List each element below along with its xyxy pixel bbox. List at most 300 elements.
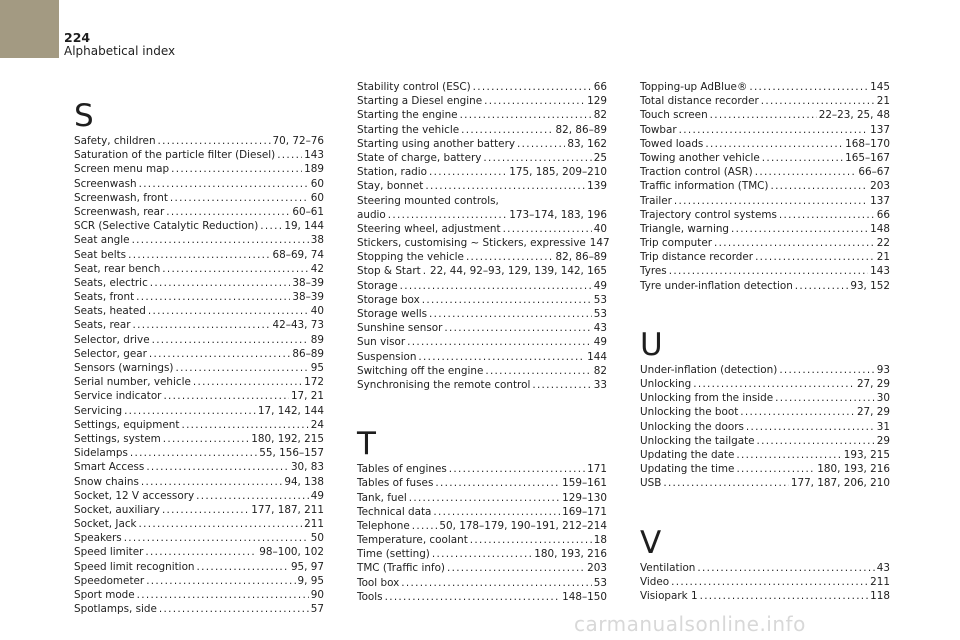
entry-term: Sidelamps xyxy=(74,447,128,460)
entry-pages: 147 xyxy=(589,237,610,250)
dot-leader xyxy=(762,151,843,165)
entry-term: Unlocking the tailgate xyxy=(640,434,755,447)
entry-pages: 24 xyxy=(310,418,324,431)
dot-leader xyxy=(755,165,857,179)
dot-leader xyxy=(775,391,875,405)
index-entry[interactable] xyxy=(357,335,607,349)
dot-leader xyxy=(461,123,553,137)
dot-leader xyxy=(444,321,591,335)
entry-pages: 60 xyxy=(310,177,324,190)
index-entry[interactable] xyxy=(74,588,324,602)
index-entry[interactable] xyxy=(74,574,324,588)
entry-pages: 22 xyxy=(876,237,890,250)
entry-term: Serial number, vehicle xyxy=(74,376,191,389)
dot-leader xyxy=(158,134,271,148)
index-entry[interactable] xyxy=(640,279,890,293)
page-title: Alphabetical index xyxy=(64,44,176,58)
index-entry[interactable] xyxy=(357,94,607,108)
entry-pages: 40 xyxy=(593,222,607,235)
index-entry[interactable] xyxy=(74,304,324,318)
index-entry[interactable] xyxy=(74,205,324,219)
index-entry[interactable] xyxy=(357,293,607,307)
entry-pages: 68–69, 74 xyxy=(272,248,324,261)
index-entry[interactable] xyxy=(357,236,610,250)
index-entry[interactable] xyxy=(74,418,324,432)
index-entry[interactable] xyxy=(357,108,607,122)
entry-pages: 82, 86–89 xyxy=(555,123,607,136)
index-entry[interactable] xyxy=(74,248,324,262)
entry-term: Sensors (warnings) xyxy=(74,362,174,374)
index-entry[interactable] xyxy=(640,165,890,179)
entry-term: Tool box xyxy=(357,576,400,589)
index-entry[interactable] xyxy=(74,460,324,474)
entry-term: TMC (Traffic info) xyxy=(357,562,445,575)
dot-leader xyxy=(746,420,875,434)
dot-leader xyxy=(447,561,585,575)
index-entry[interactable] xyxy=(640,391,890,405)
dot-leader xyxy=(128,248,270,262)
entry-pages: 53 xyxy=(593,308,607,320)
entry-pages: 82 xyxy=(593,364,607,377)
dot-leader xyxy=(163,389,288,403)
entry-term: Seat angle xyxy=(74,234,130,247)
dot-leader xyxy=(139,517,303,531)
section-gap xyxy=(640,491,890,513)
dot-leader xyxy=(674,194,868,208)
index-entry[interactable] xyxy=(357,491,607,505)
index-entry[interactable] xyxy=(640,80,890,94)
entry-pages: 159–161 xyxy=(562,477,607,490)
index-entry[interactable] xyxy=(357,151,607,165)
entry-term: Sunshine sensor xyxy=(357,322,443,335)
dot-leader xyxy=(388,208,507,222)
index-entry[interactable] xyxy=(74,162,324,176)
entry-pages: 148 xyxy=(870,222,890,235)
dot-leader xyxy=(150,276,291,290)
entry-term: Snow chains xyxy=(74,475,139,488)
entry-pages: 60 xyxy=(310,191,324,204)
dot-leader xyxy=(679,123,868,137)
entry-term: Trajectory control systems xyxy=(640,208,777,221)
index-entry[interactable] xyxy=(640,589,890,603)
entry-pages: 25 xyxy=(593,151,607,164)
index-entry[interactable] xyxy=(357,350,607,364)
index-entry[interactable] xyxy=(74,503,324,517)
dot-leader xyxy=(714,236,875,250)
index-entry[interactable] xyxy=(640,151,890,165)
entry-term: Servicing xyxy=(74,404,123,417)
watermark: carmanualsonline.info xyxy=(574,612,806,636)
index-entry[interactable] xyxy=(74,177,324,191)
entry-term: Ventilation xyxy=(640,561,696,574)
entry-term: Storage wells xyxy=(357,308,428,320)
dot-leader xyxy=(770,179,868,193)
index-entry[interactable] xyxy=(357,179,607,193)
entry-pages: 30 xyxy=(876,392,890,405)
index-entry[interactable] xyxy=(640,420,890,434)
entry-pages: 53 xyxy=(593,293,607,306)
entry-pages: 171 xyxy=(587,463,607,476)
dot-leader xyxy=(137,588,309,602)
dot-leader xyxy=(149,347,290,361)
index-entry[interactable] xyxy=(74,333,324,347)
entry-pages: 193, 215 xyxy=(843,448,890,461)
entry-pages: 165–167 xyxy=(845,151,890,164)
entry-pages: 22–23, 25, 48 xyxy=(818,109,890,122)
entry-term: Speedometer xyxy=(74,574,145,587)
index-entry[interactable] xyxy=(74,262,324,276)
dot-leader xyxy=(400,279,592,293)
entry-term: USB xyxy=(640,477,662,490)
entry-term: Storage xyxy=(357,279,398,292)
entry-term: Unlocking xyxy=(640,378,692,390)
entry-pages: 50, 178–179, 190–191, 212–214 xyxy=(439,519,607,532)
index-entry[interactable] xyxy=(640,462,890,476)
index-entry[interactable] xyxy=(640,179,890,193)
entry-pages: 95, 97 xyxy=(290,560,324,573)
dot-leader xyxy=(133,318,271,332)
entry-pages: 175, 185, 209–210 xyxy=(509,166,607,179)
index-entry[interactable] xyxy=(357,364,607,378)
entry-term: Seats, electric xyxy=(74,276,148,289)
dot-leader xyxy=(412,519,438,533)
entry-pages: 17, 21 xyxy=(290,390,324,403)
index-entry[interactable] xyxy=(74,347,324,361)
entry-term: Synchronising the remote control xyxy=(357,378,531,391)
entry-pages: 95 xyxy=(310,362,324,374)
entry-term: Seats, front xyxy=(74,291,135,304)
index-entry[interactable] xyxy=(640,363,890,377)
dot-leader xyxy=(418,350,585,364)
index-entry[interactable] xyxy=(357,222,607,236)
entry-term: Speed limiter xyxy=(74,546,144,559)
entry-pages: 211 xyxy=(870,575,890,588)
index-entry[interactable] xyxy=(74,219,324,233)
entry-term: Socket, auxiliary xyxy=(74,503,160,516)
index-entry[interactable] xyxy=(357,137,607,151)
dot-leader xyxy=(470,533,592,547)
index-entry[interactable] xyxy=(640,94,890,108)
entry-term: Settings, system xyxy=(74,432,161,445)
index-entry[interactable] xyxy=(640,264,890,278)
index-column-3 xyxy=(640,80,890,603)
entry-term: Service indicator xyxy=(74,390,162,403)
entry-term: audio xyxy=(357,208,386,221)
index-entry[interactable] xyxy=(640,194,890,208)
dot-leader xyxy=(460,108,592,122)
entry-pages: 172 xyxy=(304,376,324,389)
entry-term: Trailer xyxy=(640,194,672,207)
entry-pages: 143 xyxy=(870,265,890,278)
dot-leader xyxy=(731,222,868,236)
entry-term: Trip distance recorder xyxy=(640,251,754,264)
entry-pages: 38–39 xyxy=(292,276,324,289)
dot-leader xyxy=(197,560,289,574)
entry-pages: 38 xyxy=(310,234,324,247)
entry-term: Sun visor xyxy=(357,336,406,349)
dot-leader xyxy=(139,177,309,191)
entry-term: Tyre under-inflation detection xyxy=(640,279,793,292)
index-entry[interactable] xyxy=(74,389,324,403)
dot-leader xyxy=(159,602,309,616)
entry-pages: 31 xyxy=(876,420,890,433)
dot-leader xyxy=(423,264,428,278)
index-entry[interactable] xyxy=(357,208,607,222)
entry-term: Temperature, coolant xyxy=(357,534,468,547)
entry-term: Socket, 12 V accessory xyxy=(74,489,195,502)
index-entry[interactable] xyxy=(357,590,607,604)
dot-leader xyxy=(277,148,302,162)
entry-term: Under-inflation (detection) xyxy=(640,363,778,376)
entry-pages: 94, 138 xyxy=(284,475,324,488)
dot-leader xyxy=(532,378,591,392)
entry-pages: 177, 187, 211 xyxy=(251,503,324,516)
index-entry[interactable] xyxy=(640,250,890,264)
entry-term: Tools xyxy=(357,590,383,603)
index-entry[interactable] xyxy=(74,517,324,531)
entry-term: Traction control (ASR) xyxy=(640,166,753,179)
index-entry[interactable] xyxy=(640,377,890,391)
index-entry[interactable] xyxy=(74,489,324,503)
dot-leader xyxy=(171,162,302,176)
index-entry[interactable] xyxy=(74,545,324,559)
entry-term: Settings, equipment xyxy=(74,418,180,431)
entry-pages: 118 xyxy=(870,589,890,602)
dot-leader xyxy=(779,363,874,377)
dot-leader xyxy=(671,575,868,589)
index-entry[interactable] xyxy=(640,123,890,137)
entry-term: Selector, gear xyxy=(74,347,147,360)
entry-pages: 177, 187, 206, 210 xyxy=(790,477,890,490)
entry-pages: 98–100, 102 xyxy=(259,546,324,559)
entry-term: Seats, rear xyxy=(74,319,131,332)
entry-term: Total distance recorder xyxy=(640,95,759,108)
dot-leader xyxy=(409,491,560,505)
dot-leader xyxy=(779,208,875,222)
dot-leader xyxy=(193,375,302,389)
entry-term: Stay, bonnet xyxy=(357,180,424,193)
entry-pages: 21 xyxy=(876,251,890,264)
entry-pages: 83, 162 xyxy=(567,137,607,150)
index-entry[interactable] xyxy=(74,475,324,489)
section-letter: U xyxy=(640,326,663,363)
dot-leader xyxy=(693,377,855,391)
dot-leader xyxy=(740,405,855,419)
entry-pages: 129–130 xyxy=(562,491,607,504)
entry-pages: 144 xyxy=(587,350,607,363)
entry-term: Storage box xyxy=(357,293,420,306)
entry-term: Stop & Start xyxy=(357,265,421,278)
index-entry[interactable] xyxy=(640,448,890,462)
entry-term: SCR (Selective Catalytic Reduction) xyxy=(74,220,259,233)
index-entry[interactable] xyxy=(357,519,607,533)
index-entry[interactable] xyxy=(74,233,324,247)
section-letter: V xyxy=(640,524,662,561)
entry-term: Screenwash xyxy=(74,177,137,190)
index-entry[interactable] xyxy=(357,462,607,476)
index-entry[interactable] xyxy=(74,361,324,375)
dot-leader xyxy=(162,262,308,276)
index-entry[interactable] xyxy=(74,446,324,460)
dot-leader xyxy=(663,476,789,490)
entry-term: Time (setting) xyxy=(357,548,430,561)
entry-term: Safety, children xyxy=(74,135,156,147)
index-entry[interactable] xyxy=(640,137,890,151)
entry-pages: 49 xyxy=(593,279,607,292)
index-entry[interactable] xyxy=(357,561,607,575)
entry-term: Triangle, warning xyxy=(640,222,730,235)
index-entry[interactable] xyxy=(357,80,607,94)
dot-leader xyxy=(146,574,295,588)
entry-term: Sport mode xyxy=(74,589,135,601)
index-entry[interactable] xyxy=(74,432,324,446)
entry-term: Traffic information (TMC) xyxy=(640,180,769,193)
dot-leader xyxy=(145,545,257,559)
index-entry[interactable] xyxy=(640,434,890,448)
index-entry[interactable] xyxy=(357,476,607,490)
entry-term: Steering mounted controls, xyxy=(357,194,499,207)
index-entry[interactable] xyxy=(357,505,607,519)
entry-term: Starting a Diesel engine xyxy=(357,95,483,108)
index-entry[interactable] xyxy=(74,134,324,148)
dot-leader xyxy=(407,335,592,349)
entry-term: Spotlamps, side xyxy=(74,603,157,616)
dot-leader xyxy=(432,547,532,561)
entry-term: Towbar xyxy=(640,123,677,136)
entry-term: Stability control (ESC) xyxy=(357,81,471,93)
index-entry[interactable] xyxy=(640,561,890,575)
entry-pages: 168–170 xyxy=(845,137,890,150)
entry-term: Screen menu map xyxy=(74,163,170,176)
index-entry[interactable] xyxy=(357,307,607,321)
dot-leader xyxy=(163,432,249,446)
index-entry[interactable] xyxy=(640,575,890,589)
index-entry[interactable] xyxy=(74,318,324,332)
entry-pages: 82 xyxy=(593,109,607,122)
index-entry[interactable] xyxy=(640,476,890,490)
index-entry[interactable] xyxy=(357,279,607,293)
entry-pages: 203 xyxy=(870,180,890,193)
dot-leader xyxy=(401,576,591,590)
entry-pages: 129 xyxy=(587,95,607,108)
entry-pages: 93 xyxy=(876,363,890,376)
section-gap xyxy=(640,293,890,315)
entry-term: Updating the time xyxy=(640,463,735,476)
entry-term: Towed loads xyxy=(640,137,704,150)
dot-leader xyxy=(755,250,875,264)
index-entry[interactable] xyxy=(357,321,607,335)
index-entry[interactable] xyxy=(74,375,324,389)
entry-pages: 49 xyxy=(593,336,607,349)
dot-leader xyxy=(503,222,592,236)
index-entry[interactable] xyxy=(640,236,890,250)
dot-leader xyxy=(136,290,290,304)
entry-pages: 43 xyxy=(593,322,607,335)
entry-pages: 89 xyxy=(310,333,324,346)
dot-leader xyxy=(466,250,554,264)
entry-pages: 66–67 xyxy=(858,166,890,179)
index-entry[interactable] xyxy=(74,602,324,616)
index-entry[interactable] xyxy=(74,560,324,574)
index-entry[interactable] xyxy=(74,290,324,304)
index-entry[interactable] xyxy=(357,533,607,547)
index-entry[interactable] xyxy=(357,547,607,561)
index-entry[interactable] xyxy=(357,165,607,179)
dot-leader xyxy=(795,279,849,293)
dot-leader xyxy=(736,462,815,476)
dot-leader xyxy=(141,475,282,489)
index-entry[interactable] xyxy=(357,378,607,392)
dot-leader xyxy=(148,304,309,318)
entry-term: Screenwash, front xyxy=(74,191,168,204)
entry-term: Tyres xyxy=(640,265,667,278)
entry-pages: 18 xyxy=(593,534,607,547)
entry-term: Stopping the vehicle xyxy=(357,251,464,264)
dot-leader xyxy=(749,80,868,94)
index-entry[interactable] xyxy=(74,191,324,205)
index-column-1 xyxy=(74,86,324,616)
index-entry[interactable] xyxy=(640,222,890,236)
index-entry[interactable] xyxy=(357,264,607,278)
dot-leader xyxy=(132,233,309,247)
entry-pages: 145 xyxy=(870,81,890,93)
entry-pages: 9, 95 xyxy=(297,574,324,587)
entry-pages: 180, 193, 216 xyxy=(817,463,890,476)
entry-term: Seats, heated xyxy=(74,305,146,318)
index-entry[interactable] xyxy=(74,148,324,162)
dot-leader xyxy=(761,94,875,108)
index-entry[interactable] xyxy=(640,208,890,222)
index-entry[interactable] xyxy=(357,576,607,590)
dot-leader xyxy=(473,80,592,94)
dot-leader xyxy=(385,590,561,604)
entry-term: Smart Access xyxy=(74,461,145,474)
entry-pages: 189 xyxy=(304,163,324,176)
entry-term: Towing another vehicle xyxy=(640,151,760,164)
index-entry[interactable] xyxy=(640,108,890,122)
dot-leader xyxy=(429,165,507,179)
index-entry[interactable] xyxy=(74,531,324,545)
entry-term: Telephone xyxy=(357,519,410,532)
entry-pages: 21 xyxy=(876,95,890,108)
entry-pages: 148–150 xyxy=(562,590,607,603)
entry-term: Switching off the engine xyxy=(357,364,484,377)
entry-pages: 27, 29 xyxy=(856,406,890,419)
index-entry[interactable] xyxy=(74,276,324,290)
entry-pages: 57 xyxy=(310,603,324,616)
index-entry[interactable] xyxy=(357,123,607,137)
index-entry[interactable] xyxy=(357,194,607,208)
entry-term: Topping-up AdBlue® xyxy=(640,81,748,93)
dot-leader xyxy=(260,219,282,233)
entry-term: Technical data xyxy=(357,505,432,518)
entry-pages: 22, 44, 92–93, 129, 139, 142, 165 xyxy=(429,265,607,278)
index-entry[interactable] xyxy=(640,405,890,419)
entry-pages: 43 xyxy=(876,561,890,574)
index-entry[interactable] xyxy=(357,250,607,264)
dot-leader xyxy=(130,446,257,460)
entry-term: Saturation of the particle filter (Diesel) xyxy=(74,149,276,162)
index-entry[interactable] xyxy=(74,404,324,418)
entry-pages: 19, 144 xyxy=(284,220,324,233)
entry-pages: 90 xyxy=(310,589,324,601)
section-gap xyxy=(357,392,607,414)
entry-term: Speakers xyxy=(74,532,122,545)
entry-pages: 143 xyxy=(304,149,324,162)
entry-term: Tables of fuses xyxy=(357,477,434,490)
dot-leader xyxy=(484,94,585,108)
entry-pages: 40 xyxy=(310,305,324,318)
